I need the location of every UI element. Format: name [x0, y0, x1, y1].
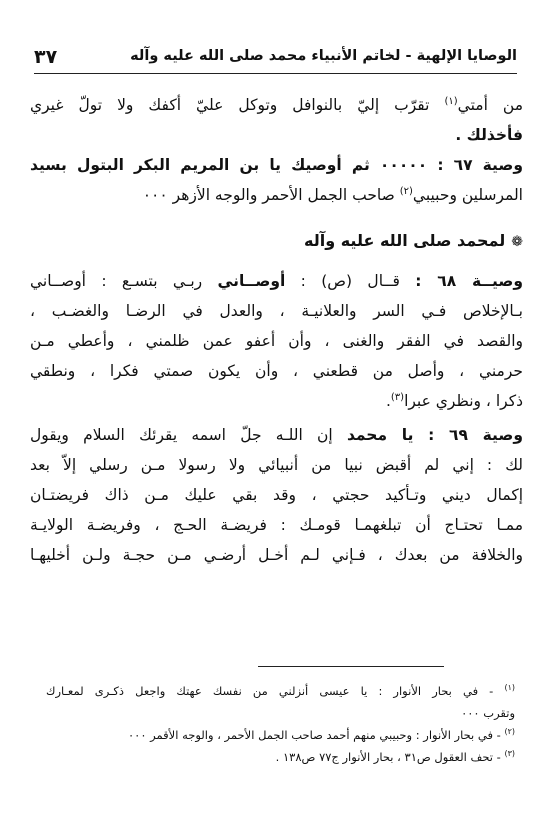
text-run: ربـي بتسـع : أوصــاني: [30, 272, 218, 290]
page-header: [34, 46, 517, 72]
footnote-2: [46, 724, 515, 746]
footnote-1-cont: [46, 702, 515, 724]
page-body: [30, 90, 523, 570]
text-run: تقرّب إليّ بالنوافل وتوكل عليّ أكفك ولا تولّ غيري: [30, 96, 445, 114]
footnote-ref-1[interactable]: (١): [444, 95, 458, 107]
footnote-number: (٢): [504, 727, 515, 737]
text-run: .: [385, 392, 391, 410]
page-number: ٣٧: [34, 46, 58, 68]
text-run: ذكرا ، ونظري عبرا: [404, 392, 523, 410]
text-line: [30, 420, 523, 450]
text-line: [30, 266, 523, 296]
paragraph-1: [30, 90, 523, 150]
text-run: ثم أوصيك يا بن المريم البكر البتول بسيد: [30, 156, 380, 174]
section-heading: [30, 226, 523, 256]
text-line: [30, 386, 523, 416]
text-line: لك : إني لم أقبض نبيا من أنبيائي ولا رسولا مـن رسلي إلاّ بعد: [30, 456, 523, 474]
footnote-number: (١): [504, 683, 515, 693]
footnote-ref-2[interactable]: (٢): [399, 185, 413, 197]
text-run: فأخذلك .: [455, 126, 523, 144]
footnote-1: [46, 680, 515, 702]
text-line: إكمال ديني وتـأكيد حجتي ، وقد بقي عليك مـن ذاك فريضتـان: [30, 486, 523, 504]
wasiyya-label: وصية ٦٧ : ٠٠٠٠٠: [379, 156, 523, 174]
footnotes: [46, 680, 515, 768]
text-run: قــال (ص) :: [285, 272, 416, 290]
text-line: [30, 180, 523, 210]
paragraph-2: [30, 150, 523, 210]
text-line: ممـا تحتـاج أن تبلغهمـا قومـك : فريضـة الحـج ، وفريضـة الولايـة: [30, 516, 523, 534]
spacer: [30, 256, 523, 266]
text-run: صاحب الجمل الأحمر والوجه الأزهر ٠٠٠: [142, 186, 400, 204]
footnote-3: [46, 746, 515, 768]
footnote-number: (٣): [504, 749, 515, 759]
text-line: حرمني ، وأصل من قطعني ، وأن يكون صمتي فكرا ، ونطقي: [30, 362, 523, 380]
text-run: المرسلين وحبيبي: [412, 186, 523, 204]
text-line: والخلافة من بعدك ، فـإني لـم أخـل أرضـي مـن حجـة ولـن أخليهـا: [30, 546, 523, 564]
header-rule: [34, 73, 517, 74]
text-run: إن اللـه جلّ اسمه يقرئك السلام ويقول: [30, 426, 347, 444]
text-line: والقصد في الفقر والغنى ، وأن أعفو عمن ظلمني ، وأعطي مـن: [30, 332, 523, 350]
text-line: بـالإخلاص فـي السر والعلانيـة ، والعدل في الرضـا والغضـب ،: [30, 302, 523, 320]
footnote-rule: [258, 666, 444, 667]
footnote-text: وتقرب ٠٠٠: [461, 706, 515, 720]
footnote-ref-3[interactable]: (٣): [390, 391, 405, 403]
text-run: أوصــاني: [217, 272, 286, 290]
footnote-text: - في بحار الأنوار : يا عيسى أنزلني من نفسك عهتك واجعل ذكـرى لمعـارك: [46, 684, 505, 698]
footnote-text: - في بحار الأنوار : وحبيبي منهم أحمد صاحب الجمل الأحمر ، والوجه الأقمر ٠٠٠: [127, 728, 505, 742]
wasiyya-label: وصية ٦٩ : يا محمد: [346, 426, 523, 444]
text-line: [30, 120, 523, 150]
paragraph-4: [30, 420, 523, 570]
text-run: من أمتي: [457, 96, 523, 114]
paragraph-3: [30, 266, 523, 416]
text-line: [30, 90, 523, 120]
footnote-text: - تحف العقول ص٣١ ، بحار الأنوار ج٧٧ ص١٣٨ .: [275, 750, 505, 764]
flower-ornament-icon: ❁: [511, 234, 523, 250]
text-line: [30, 150, 523, 180]
wasiyya-label: وصيــة ٦٨ :: [415, 272, 523, 290]
running-title: الوصايا الإلهية - لخاتم الأنبياء محمد صلى الله عليه وآله: [130, 48, 517, 64]
section-heading-text: لمحمد صلى الله عليه وآله: [304, 231, 506, 250]
spacer: [30, 210, 523, 226]
